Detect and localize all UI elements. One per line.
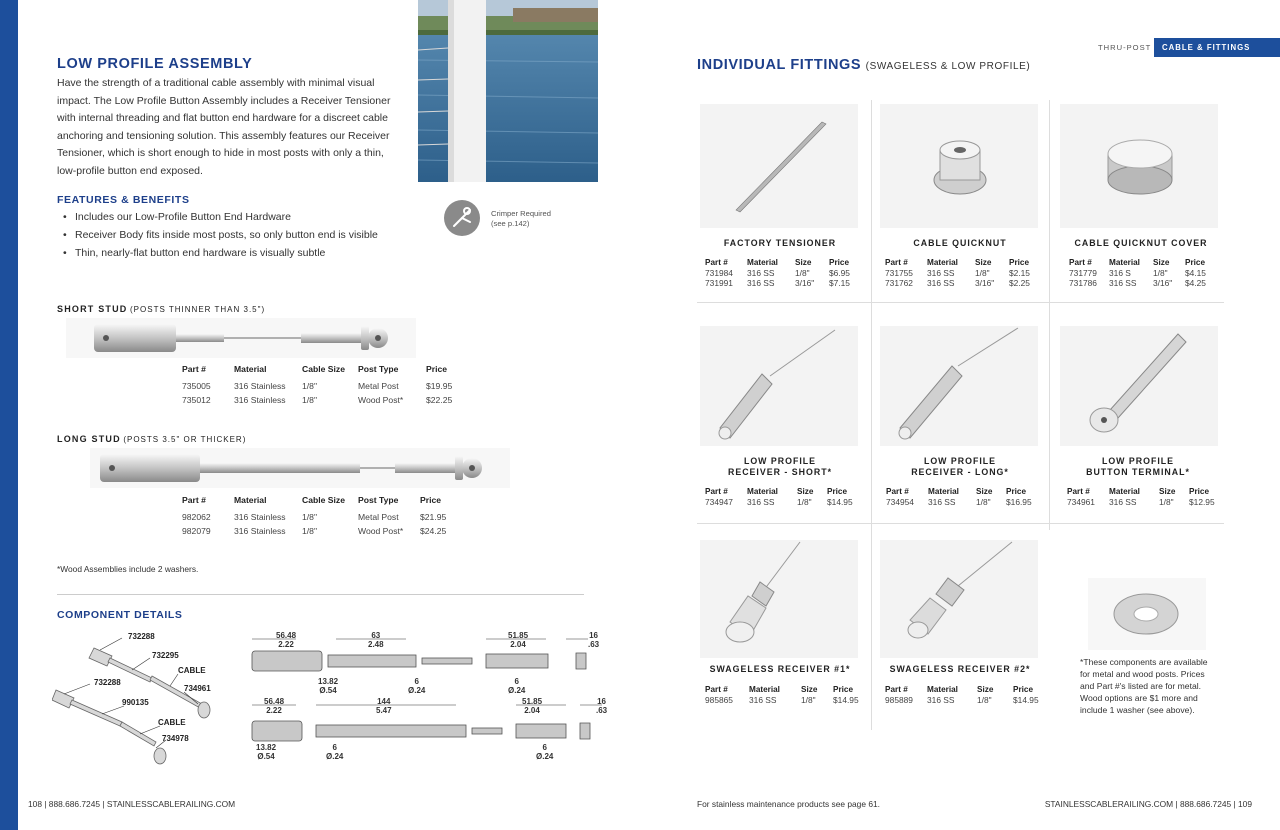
col-price: Price <box>1189 487 1210 496</box>
col-part: Part # <box>1069 258 1092 267</box>
col-size: Size <box>977 685 994 694</box>
long-stud-subtitle: (POSTS 3.5" OR THICKER) <box>123 435 247 444</box>
col-size: Size <box>975 258 992 267</box>
col-part: Part # <box>182 495 206 505</box>
dim-value: 51.85 <box>508 631 529 640</box>
dim-value: Ø.24 <box>408 686 426 695</box>
cell-price: $6.95 <box>829 268 850 278</box>
table-row <box>885 278 1040 288</box>
intro-line: impact. The Low Profile Button Assembly includes a Receiver Tensioner <box>57 94 391 107</box>
cell-material: 316 SS <box>1109 497 1137 507</box>
col-price: Price <box>827 487 848 496</box>
dim-value: 6 <box>542 743 547 752</box>
table-row <box>886 497 1042 507</box>
cell-part: 982062 <box>182 512 211 522</box>
short-stud-subtitle: (POSTS THINNER THAN 3.5") <box>130 305 266 314</box>
dim-value: 6 <box>332 743 337 752</box>
cell-price: $2.15 <box>1009 268 1030 278</box>
col-material: Material <box>928 487 959 496</box>
col-price: Price <box>420 495 442 505</box>
cell-price: $14.95 <box>827 497 853 507</box>
long-stud-title: LONG STUD <box>57 434 121 444</box>
component-title: COMPONENT DETAILS <box>57 609 183 621</box>
cell-part: 731762 <box>885 278 913 288</box>
cell-price: $14.95 <box>833 695 859 705</box>
washer-image <box>1088 578 1206 650</box>
page-edge-bar <box>0 0 18 830</box>
cell-material: 316 Stainless <box>234 395 286 405</box>
fitting-title <box>876 456 1044 478</box>
tab-cable-fittings[interactable]: CABLE & FITTINGS <box>1154 38 1280 57</box>
dim-label <box>276 631 296 649</box>
grid-divider <box>697 302 1224 303</box>
dim-value: 16 <box>597 697 607 706</box>
cell-size: 1/8" <box>302 526 317 536</box>
dim-label <box>508 677 525 695</box>
cell-part: 734961 <box>1067 497 1095 507</box>
feature-item: • Includes our Low-Profile Button End Hardware <box>57 208 417 226</box>
cell-post: Wood Post* <box>358 395 404 405</box>
cell-size: 1/8" <box>977 695 992 705</box>
cell-post: Wood Post* <box>358 526 404 536</box>
col-material: Material <box>749 685 780 694</box>
cell-price: $4.25 <box>1185 278 1206 288</box>
footer-right-page: STAINLESSCABLERAILING.COM | 888.686.7245 | 109 <box>1044 799 1252 809</box>
cell-size: 1/8" <box>302 381 317 391</box>
maintenance-note: For stainless maintenance products see page 61. <box>697 799 880 809</box>
fitting-title-line: BUTTON TERMINAL* <box>1086 467 1190 477</box>
cell-part: 731786 <box>1069 278 1097 288</box>
intro-paragraph <box>57 75 407 181</box>
col-cable-size: Cable Size <box>302 364 345 374</box>
cell-material: 316 S <box>1109 268 1131 278</box>
cell-size: 1/8" <box>302 512 317 522</box>
cell-post: Metal Post <box>358 381 399 391</box>
fitting-table <box>1067 487 1225 507</box>
fitting-title: CABLE QUICKNUT <box>913 238 1007 248</box>
dim-value: 56.48 <box>276 631 297 640</box>
cell-material: 316 Stainless <box>234 381 286 391</box>
cell-material: 316 SS <box>1109 278 1137 288</box>
comp-label: 990135 <box>122 698 149 707</box>
tab-thru-post[interactable]: THRU-POST <box>1098 43 1152 52</box>
dim-value: 16 <box>589 631 599 640</box>
col-size: Size <box>797 487 814 496</box>
fitting-title-line: LOW PROFILE <box>923 456 997 466</box>
fitting-title: CABLE QUICKNUT COVER <box>1074 238 1208 248</box>
cell-material: 316 SS <box>747 268 775 278</box>
table-row <box>1069 278 1216 288</box>
swageless-receiver-2-image <box>880 540 1038 658</box>
fitting-title <box>697 456 863 478</box>
cell-price: $21.95 <box>420 512 447 522</box>
col-post-type: Post Type <box>358 364 399 374</box>
cell-price: $14.95 <box>1013 695 1039 705</box>
dim-label <box>536 743 553 761</box>
col-material: Material <box>234 364 267 374</box>
table-row <box>705 695 869 705</box>
dim-value: 51.85 <box>522 697 543 706</box>
fitting-table <box>705 487 863 507</box>
cell-part: 731984 <box>705 268 733 278</box>
fitting-table <box>885 685 1049 705</box>
crimper-note-line: (see p.142) <box>491 219 530 228</box>
table-row <box>1067 497 1225 507</box>
comp-label: 732288 <box>94 678 121 687</box>
note-line: Wood options are $1 more and <box>1080 693 1198 703</box>
cell-part: 735012 <box>182 395 211 405</box>
comp-label: 732288 <box>128 632 155 641</box>
receiver-short-image <box>700 326 858 446</box>
col-part: Part # <box>1067 487 1090 496</box>
table-row <box>182 393 456 407</box>
short-stud-table <box>182 364 456 407</box>
table-row <box>182 524 450 538</box>
cell-size: 1/8" <box>976 497 991 507</box>
dim-value: 2.22 <box>266 706 282 715</box>
intro-line: Tensioner, which is short enough to hide in most posts with only a thin, <box>57 147 384 160</box>
dim-label <box>508 631 528 649</box>
col-size: Size <box>1153 258 1170 267</box>
cell-material: 316 SS <box>747 497 775 507</box>
dim-value: Ø.54 <box>257 752 275 761</box>
dim-label <box>596 697 607 715</box>
col-price: Price <box>829 258 850 267</box>
table-row <box>885 695 1049 705</box>
fitting-title-line: LOW PROFILE <box>1101 456 1175 466</box>
fitting-title <box>1054 456 1222 478</box>
intro-line: with internal threading and flat button end hardware for a discreet cable <box>57 112 388 125</box>
cell-size: 1/8" <box>801 695 816 705</box>
col-part: Part # <box>705 685 728 694</box>
dim-value: 2.04 <box>524 706 540 715</box>
grid-divider <box>697 523 1224 524</box>
fitting-table <box>705 685 869 705</box>
short-stud-title: SHORT STUD <box>57 304 128 314</box>
factory-tensioner-image <box>700 104 858 228</box>
cell-size: 3/16" <box>1153 278 1173 288</box>
intro-line: low-profile button end exposed. <box>57 164 203 177</box>
crimper-note-line: Crimper Required <box>491 209 551 218</box>
table-row <box>885 268 1040 278</box>
dim-value: 13.82 <box>318 677 339 686</box>
right-title-main: INDIVIDUAL FITTINGS <box>697 57 862 73</box>
intro-line: Have the strength of a traditional cable assembly with minimal visual <box>57 77 375 89</box>
features-title: FEATURES & BENEFITS <box>57 194 190 206</box>
dim-value: 63 <box>371 631 381 640</box>
cell-material: 316 SS <box>927 268 955 278</box>
col-material: Material <box>1109 258 1140 267</box>
col-price: Price <box>1006 487 1027 496</box>
cell-material: 316 SS <box>749 695 777 705</box>
dim-value: Ø.24 <box>508 686 526 695</box>
component-diagram <box>52 626 212 771</box>
fitting-title: SWAGELESS RECEIVER #1* <box>709 664 851 674</box>
cell-part: 734947 <box>705 497 733 507</box>
cell-material: 316 SS <box>927 278 955 288</box>
cell-price: $24.25 <box>420 526 447 536</box>
dim-value: .63 <box>588 640 600 649</box>
cell-part: 985889 <box>885 695 913 705</box>
cell-price: $19.95 <box>426 381 453 391</box>
fitting-title-line: RECEIVER - SHORT* <box>727 467 832 477</box>
cell-part: 731779 <box>1069 268 1097 278</box>
footer-left-page: 108 | 888.686.7245 | STAINLESSCABLERAILING.COM <box>28 799 236 809</box>
cell-price: $2.25 <box>1009 278 1030 288</box>
dim-value: Ø.54 <box>319 686 337 695</box>
cell-price: $7.15 <box>829 278 850 288</box>
dim-value: Ø.24 <box>326 752 344 761</box>
cell-price: $22.25 <box>426 395 453 405</box>
cell-material: 316 SS <box>928 497 956 507</box>
long-stud-heading <box>57 434 246 444</box>
button-terminal-image <box>1060 326 1218 446</box>
section-title: LOW PROFILE ASSEMBLY <box>57 56 253 72</box>
crimper-icon <box>444 200 480 236</box>
dim-value: Ø.24 <box>536 752 554 761</box>
cell-material: 316 Stainless <box>234 512 286 522</box>
dim-label <box>264 697 284 715</box>
right-title <box>697 56 1030 74</box>
cell-size: 1/8" <box>302 395 317 405</box>
fitting-table <box>886 487 1042 507</box>
long-stud-table <box>182 495 450 538</box>
dim-label <box>256 743 276 761</box>
dim-value: 2.04 <box>510 640 526 649</box>
note-line: *These components are available <box>1080 657 1208 667</box>
short-stud-image <box>66 318 416 358</box>
cell-part: 985865 <box>705 695 733 705</box>
note-line: and Part #'s listed are for metal. <box>1080 681 1202 691</box>
note-line: for metal and wood posts. Prices <box>1080 669 1205 679</box>
divider <box>57 594 584 595</box>
crimper-note <box>491 209 551 229</box>
feature-item: • Thin, nearly-flat button end hardware is visually subtle <box>57 244 417 262</box>
cell-material: 316 Stainless <box>234 526 286 536</box>
cell-size: 3/16" <box>975 278 995 288</box>
dim-label <box>318 677 338 695</box>
cable-quicknut-image <box>880 104 1038 228</box>
hero-photo <box>418 0 598 182</box>
table-row <box>182 510 450 524</box>
cell-part: 734954 <box>886 497 914 507</box>
col-material: Material <box>927 258 958 267</box>
dim-value: 144 <box>377 697 391 706</box>
dim-label <box>522 697 542 715</box>
cell-size: 1/8" <box>1153 268 1168 278</box>
col-part: Part # <box>705 487 728 496</box>
col-material: Material <box>1109 487 1140 496</box>
col-price: Price <box>1185 258 1206 267</box>
dim-value: 6 <box>514 677 519 686</box>
col-material: Material <box>927 685 958 694</box>
components-note <box>1080 656 1208 716</box>
table-row <box>705 268 860 278</box>
comp-label: CABLE <box>158 718 186 727</box>
dimension-drawings <box>246 627 610 767</box>
dim-value: 13.82 <box>256 743 277 752</box>
cell-size: 1/8" <box>795 268 810 278</box>
table-row <box>1069 268 1216 278</box>
cell-material: 316 SS <box>927 695 955 705</box>
col-price: Price <box>1009 258 1030 267</box>
dim-value: .63 <box>596 706 608 715</box>
col-size: Size <box>1159 487 1176 496</box>
cell-part: 731991 <box>705 278 733 288</box>
comp-label: 734978 <box>162 734 189 743</box>
col-part: Part # <box>705 258 728 267</box>
dim-value: 5.47 <box>376 706 392 715</box>
dim-value: 2.22 <box>278 640 294 649</box>
col-part: Part # <box>886 487 909 496</box>
col-part: Part # <box>885 258 908 267</box>
grid-divider <box>871 100 872 730</box>
fitting-title-line: LOW PROFILE <box>743 456 817 466</box>
dim-label <box>326 743 343 761</box>
col-cable-size: Cable Size <box>302 495 345 505</box>
fitting-table <box>885 258 1040 288</box>
right-title-sub: (SWAGELESS & LOW PROFILE) <box>865 61 1031 72</box>
cable-quicknut-cover-image <box>1060 104 1218 228</box>
col-size: Size <box>795 258 812 267</box>
fitting-table <box>1069 258 1216 288</box>
comp-label: 734961 <box>184 684 211 693</box>
cell-size: 1/8" <box>797 497 812 507</box>
grid-divider <box>1049 100 1050 530</box>
comp-label: CABLE <box>178 666 206 675</box>
intro-line: anchoring and tensioning solution. This assembly features our Receiver <box>57 129 390 142</box>
comp-label: 732295 <box>152 651 179 660</box>
cell-size: 1/8" <box>975 268 990 278</box>
dim-label <box>588 631 599 649</box>
cell-post: Metal Post <box>358 512 399 522</box>
col-material: Material <box>747 258 778 267</box>
fitting-title: SWAGELESS RECEIVER #2* <box>889 664 1031 674</box>
col-size: Size <box>976 487 993 496</box>
table-row <box>705 278 860 288</box>
cell-part: 735005 <box>182 381 211 391</box>
receiver-long-image <box>880 326 1038 446</box>
col-price: Price <box>1013 685 1034 694</box>
dim-value: 6 <box>414 677 419 686</box>
cell-part: 731755 <box>885 268 913 278</box>
col-material: Material <box>234 495 267 505</box>
features-list <box>57 208 417 262</box>
dim-value: 56.48 <box>264 697 285 706</box>
col-material: Material <box>747 487 778 496</box>
feature-item: • Receiver Body fits inside most posts, so only button end is visible <box>57 226 417 244</box>
col-part: Part # <box>182 364 206 374</box>
col-part: Part # <box>885 685 908 694</box>
cell-size: 1/8" <box>1159 497 1174 507</box>
swageless-receiver-1-image <box>700 540 858 658</box>
fitting-title: FACTORY TENSIONER <box>723 238 837 248</box>
col-price: Price <box>833 685 854 694</box>
cell-size: 3/16" <box>795 278 815 288</box>
long-stud-image <box>90 448 510 488</box>
cell-price: $16.95 <box>1006 497 1032 507</box>
fitting-title-line: RECEIVER - LONG* <box>911 467 1009 477</box>
cell-material: 316 SS <box>747 278 775 288</box>
wood-note: *Wood Assemblies include 2 washers. <box>57 564 199 574</box>
table-row <box>182 379 456 393</box>
dim-label <box>376 697 392 715</box>
col-post-type: Post Type <box>358 495 399 505</box>
cell-price: $4.15 <box>1185 268 1206 278</box>
dim-label <box>408 677 425 695</box>
col-price: Price <box>426 364 448 374</box>
fitting-table <box>705 258 860 288</box>
note-line: include 1 washer (see above). <box>1080 705 1195 715</box>
dim-label <box>368 631 384 649</box>
short-stud-heading <box>57 304 265 314</box>
col-size: Size <box>801 685 818 694</box>
cell-price: $12.95 <box>1189 497 1215 507</box>
cell-part: 982079 <box>182 526 211 536</box>
dim-value: 2.48 <box>368 640 384 649</box>
table-row <box>705 497 863 507</box>
